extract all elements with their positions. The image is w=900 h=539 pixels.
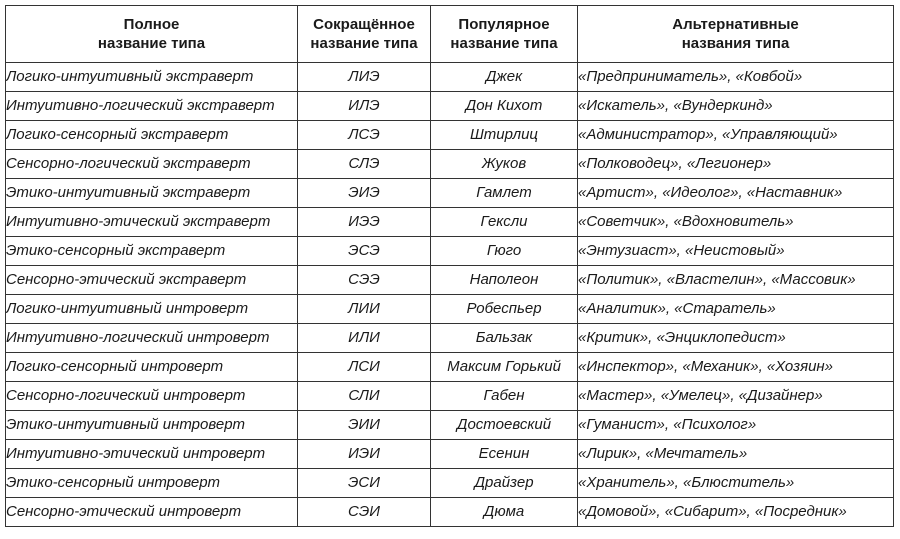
header-short-name bbox=[298, 6, 431, 63]
popular-name-cell: Гюго bbox=[431, 237, 578, 266]
full-name-cell: Интуитивно-логический интроверт bbox=[6, 324, 298, 353]
short-name-cell: ЭИИ bbox=[298, 411, 431, 440]
table-row bbox=[6, 92, 894, 121]
header-line-1: Популярное bbox=[458, 16, 550, 33]
popular-name-cell: Гамлет bbox=[431, 179, 578, 208]
short-name-cell: ЛСИ bbox=[298, 353, 431, 382]
short-name-cell: ЛИЭ bbox=[298, 63, 431, 92]
header-line-2: название типа bbox=[310, 35, 418, 52]
alternative-names-cell: «Искатель», «Вундеркинд» bbox=[578, 92, 894, 121]
header-line-1: Полное bbox=[123, 16, 180, 33]
table-row bbox=[6, 411, 894, 440]
alternative-names-cell: «Артист», «Идеолог», «Наставник» bbox=[578, 179, 894, 208]
table-body bbox=[6, 63, 894, 527]
popular-name-cell: Наполеон bbox=[431, 266, 578, 295]
popular-name-cell: Габен bbox=[431, 382, 578, 411]
alternative-names-cell: «Администратор», «Управляющий» bbox=[578, 121, 894, 150]
alternative-names-cell: «Энтузиаст», «Неистовый» bbox=[578, 237, 894, 266]
popular-name-cell: Робеспьер bbox=[431, 295, 578, 324]
popular-name-cell: Штирлиц bbox=[431, 121, 578, 150]
popular-name-cell: Дюма bbox=[431, 498, 578, 527]
full-name-cell: Сенсорно-этический экстраверт bbox=[6, 266, 298, 295]
full-name-cell: Интуитивно-этический интроверт bbox=[6, 440, 298, 469]
popular-name-cell: Джек bbox=[431, 63, 578, 92]
header-line-2: названия типа bbox=[681, 35, 790, 52]
alternative-names-cell: «Лирик», «Мечтатель» bbox=[578, 440, 894, 469]
short-name-cell: ЭСИ bbox=[298, 469, 431, 498]
alternative-names-cell: «Предприниматель», «Ковбой» bbox=[578, 63, 894, 92]
alternative-names-cell: «Хранитель», «Блюститель» bbox=[578, 469, 894, 498]
header-line-1: Альтернативные bbox=[672, 16, 799, 33]
table-row bbox=[6, 498, 894, 527]
full-name-cell: Сенсорно-этический интроверт bbox=[6, 498, 298, 527]
alternative-names-cell: «Гуманист», «Психолог» bbox=[578, 411, 894, 440]
popular-name-cell: Есенин bbox=[431, 440, 578, 469]
alternative-names-cell: «Аналитик», «Старатель» bbox=[578, 295, 894, 324]
full-name-cell: Этико-интуитивный экстраверт bbox=[6, 179, 298, 208]
table-row bbox=[6, 237, 894, 266]
alternative-names-cell: «Критик», «Энциклопедист» bbox=[578, 324, 894, 353]
alternative-names-cell: «Политик», «Властелин», «Массовик» bbox=[578, 266, 894, 295]
short-name-cell: ИЛИ bbox=[298, 324, 431, 353]
full-name-cell: Этико-интуитивный интроверт bbox=[6, 411, 298, 440]
short-name-cell: СЭЭ bbox=[298, 266, 431, 295]
full-name-cell: Интуитивно-логический экстраверт bbox=[6, 92, 298, 121]
full-name-cell: Этико-сенсорный экстраверт bbox=[6, 237, 298, 266]
short-name-cell: ИЭИ bbox=[298, 440, 431, 469]
header-row bbox=[6, 6, 894, 63]
table-row bbox=[6, 266, 894, 295]
full-name-cell: Логико-сенсорный экстраверт bbox=[6, 121, 298, 150]
short-name-cell: ЭИЭ bbox=[298, 179, 431, 208]
full-name-cell: Интуитивно-этический экстраверт bbox=[6, 208, 298, 237]
short-name-cell: ИЛЭ bbox=[298, 92, 431, 121]
table-row bbox=[6, 208, 894, 237]
popular-name-cell: Драйзер bbox=[431, 469, 578, 498]
header-line-2: название типа bbox=[97, 35, 206, 52]
alternative-names-cell: «Полководец», «Легионер» bbox=[578, 150, 894, 179]
alternative-names-cell: «Советчик», «Вдохновитель» bbox=[578, 208, 894, 237]
table-row bbox=[6, 63, 894, 92]
socionics-types-table bbox=[5, 5, 894, 527]
short-name-cell: ЛСЭ bbox=[298, 121, 431, 150]
short-name-cell: СЛИ bbox=[298, 382, 431, 411]
table-row bbox=[6, 469, 894, 498]
popular-name-cell: Дон Кихот bbox=[431, 92, 578, 121]
alternative-names-cell: «Инспектор», «Механик», «Хозяин» bbox=[578, 353, 894, 382]
table-row bbox=[6, 353, 894, 382]
alternative-names-cell: «Домовой», «Сибарит», «Посредник» bbox=[578, 498, 894, 527]
header-alternative-names bbox=[578, 6, 894, 63]
short-name-cell: ЭСЭ bbox=[298, 237, 431, 266]
popular-name-cell: Жуков bbox=[431, 150, 578, 179]
header-line-2: название типа bbox=[450, 35, 558, 52]
full-name-cell: Сенсорно-логический интроверт bbox=[6, 382, 298, 411]
header-popular-name bbox=[431, 6, 578, 63]
table-row bbox=[6, 382, 894, 411]
alternative-names-cell: «Мастер», «Умелец», «Дизайнер» bbox=[578, 382, 894, 411]
short-name-cell: ЛИИ bbox=[298, 295, 431, 324]
popular-name-cell: Бальзак bbox=[431, 324, 578, 353]
table-row bbox=[6, 440, 894, 469]
short-name-cell: СЭИ bbox=[298, 498, 431, 527]
full-name-cell: Логико-интуитивный экстраверт bbox=[6, 63, 298, 92]
header-full-name bbox=[6, 6, 298, 63]
popular-name-cell: Гексли bbox=[431, 208, 578, 237]
popular-name-cell: Максим Горький bbox=[431, 353, 578, 382]
table-row bbox=[6, 121, 894, 150]
table-row bbox=[6, 295, 894, 324]
table-row bbox=[6, 324, 894, 353]
table-header bbox=[6, 6, 894, 63]
short-name-cell: СЛЭ bbox=[298, 150, 431, 179]
full-name-cell: Логико-сенсорный интроверт bbox=[6, 353, 298, 382]
popular-name-cell: Достоевский bbox=[431, 411, 578, 440]
full-name-cell: Логико-интуитивный интроверт bbox=[6, 295, 298, 324]
full-name-cell: Сенсорно-логический экстраверт bbox=[6, 150, 298, 179]
header-line-1: Сокращённое bbox=[313, 16, 415, 33]
table-row bbox=[6, 150, 894, 179]
table-row bbox=[6, 179, 894, 208]
short-name-cell: ИЭЭ bbox=[298, 208, 431, 237]
full-name-cell: Этико-сенсорный интроверт bbox=[6, 469, 298, 498]
